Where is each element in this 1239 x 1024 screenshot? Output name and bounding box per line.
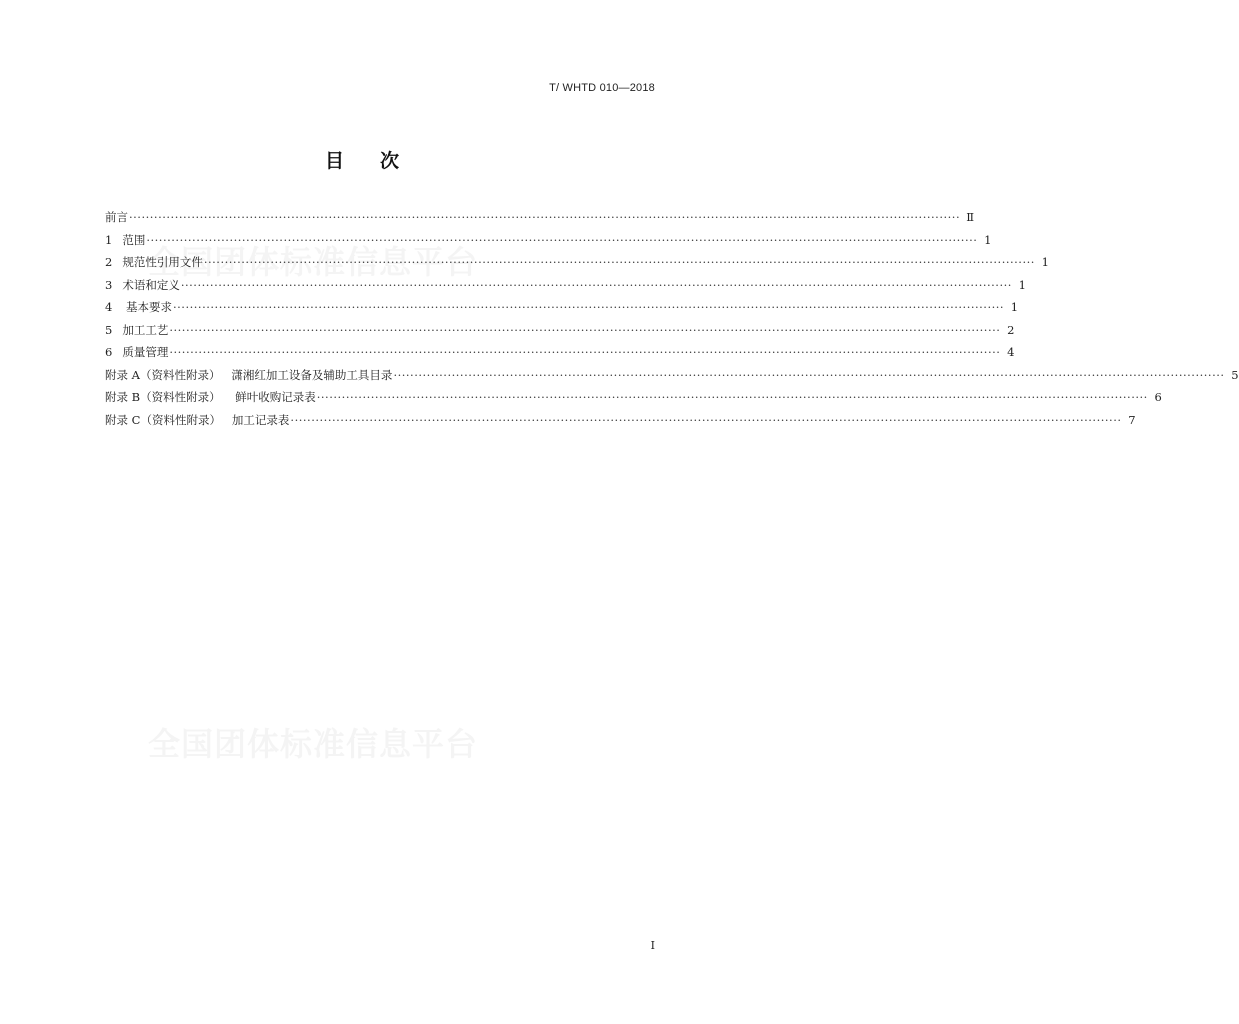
toc-entry-number: 5 [105,322,113,337]
toc-entry-page: 5 [1231,367,1239,382]
toc-entry-title: 附录 C（资料性附录） 加工记录表 [105,412,290,427]
watermark [148,719,478,765]
toc-entry-title: 附录 B（资料性附录） 鲜叶收购记录表 [105,390,316,404]
dot-leader: ········································································································································································································ [203,255,1035,269]
dot-leader: ········································································································································································································ [169,322,1001,337]
toc-entry-1[interactable] [105,229,992,252]
toc-entry-page: 1 [1041,255,1049,269]
toc-entry-4[interactable] [105,296,1019,319]
toc-entry-page: 7 [1128,412,1136,427]
toc-entry-page: Ⅱ [966,210,975,224]
toc-entry-page: 1 [1018,277,1026,292]
toc-entry-title: 规范性引用文件 [122,255,203,269]
toc-entry-title: 范围 [122,232,146,247]
dot-leader: ········································································································································································································ [393,367,1225,382]
toc-entry-title: 附录 A（资料性附录） 潇湘红加工设备及辅助工具目录 [105,367,393,382]
toc-entry-title: 基本要求 [122,300,172,314]
toc-entry-title: 前言 [105,210,128,224]
toc-entry-foreword[interactable] [105,206,975,229]
toc-entry-number: 3 [105,277,113,292]
page-title: 目次 [324,150,435,172]
toc-entry-number: 1 [105,232,113,247]
dot-leader: ········································································································································································································ [172,300,1005,314]
toc-entry-page: 6 [1154,390,1162,404]
toc-entry-appendix-c[interactable] [105,409,1136,432]
toc-entry-2[interactable] [105,251,1049,274]
toc-entry-title: 术语和定义 [122,277,180,292]
page-number: I [650,939,655,952]
toc-entry-3[interactable] [105,274,1026,297]
toc-entry-6[interactable] [105,341,1015,364]
toc-entry-number: 2 [105,255,113,269]
toc-entry-number: 6 [105,345,113,359]
toc-entry-page: 1 [984,232,992,247]
dot-leader: ········································································································································································································ [146,232,978,247]
dot-leader: ········································································································································································································ [129,210,961,224]
dot-leader: ········································································································································································································ [180,277,1012,292]
toc-entry-page: 1 [1010,300,1019,314]
toc-entry-number: 4 [105,300,113,314]
dot-leader: ········································································································································································································ [290,412,1122,427]
toc-entry-5[interactable] [105,319,1015,342]
dot-leader: ········································································································································································································ [316,390,1148,404]
document-code: T/ WHTD 010—2018 [549,82,655,94]
toc-entry-title: 加工工艺 [122,322,169,337]
table-of-contents [105,206,1239,431]
toc-entry-page: 4 [1007,345,1015,359]
toc-entry-appendix-a[interactable] [105,364,1239,387]
dot-leader: ········································································································································································································ [169,345,1001,359]
toc-entry-title: 质量管理 [122,345,169,359]
toc-entry-appendix-b[interactable] [105,386,1162,409]
toc-entry-page: 2 [1007,322,1015,337]
